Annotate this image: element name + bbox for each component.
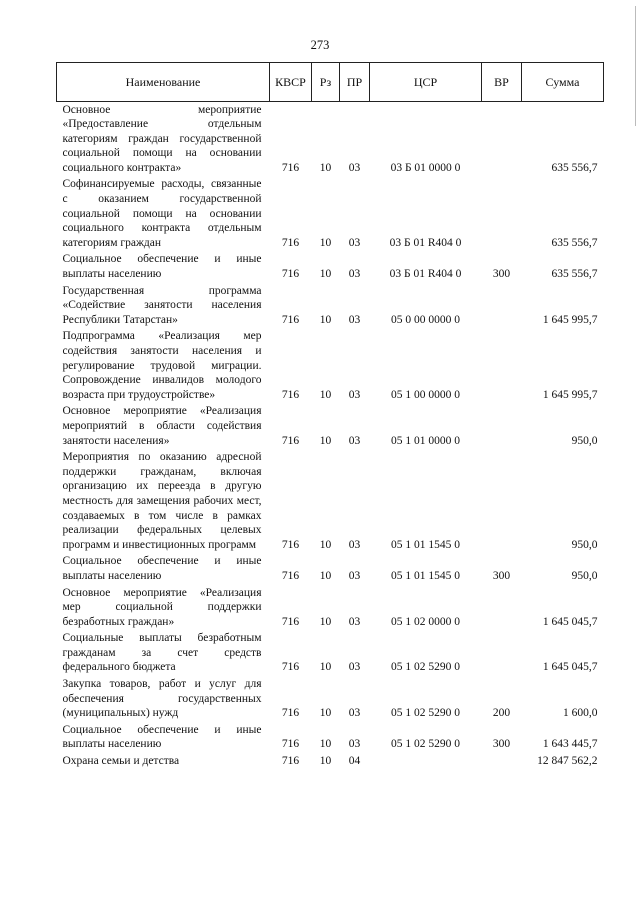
row-csr: 05 1 02 0000 0 — [391, 615, 460, 628]
row-csr: 05 1 00 0000 0 — [391, 388, 460, 401]
row-pr: 03 — [348, 388, 361, 401]
scan-edge-line — [635, 6, 636, 126]
table-header-row — [57, 63, 604, 102]
row-sum: 950,0 — [571, 538, 598, 551]
table-row — [57, 177, 604, 252]
table-row — [57, 754, 604, 771]
row-vr: 300 — [492, 569, 511, 582]
row-csr: 05 1 01 0000 0 — [391, 434, 460, 447]
row-pr: 03 — [348, 236, 361, 249]
row-name: Основное мероприятие «Реализация мер социальной поддержки безработных граждан» — [62, 586, 262, 628]
row-name: Социальные выплаты безработным гражданам за счет средств федерального бюджета — [62, 632, 262, 674]
row-rz: 10 — [319, 661, 332, 674]
table-row — [57, 252, 604, 283]
row-vr: 300 — [492, 738, 511, 751]
table-row — [57, 631, 604, 677]
row-rz: 10 — [319, 388, 332, 401]
row-name: Мероприятия по оказанию адресной поддержки гражданам, включая организацию их переезда в другую местность для замещения рабочих мест, создаваемых в том числе в рамках реализации федеральных целевых программ и инвестиционных программ — [62, 451, 262, 551]
row-sum: 635 556,7 — [551, 161, 598, 174]
table-row — [57, 722, 604, 753]
row-pr: 03 — [348, 661, 361, 674]
row-name: Социальное обеспечение и иные выплаты населению — [62, 555, 262, 582]
header-pr: ПР — [340, 63, 370, 102]
row-vr — [482, 404, 522, 450]
row-name: Основное мероприятие «Предоставление отдельным категориям граждан государственной социальной помощи на основании социального контракта» — [62, 103, 262, 174]
row-pr: 03 — [348, 615, 361, 628]
row-csr: 03 Б 01 R404 0 — [389, 268, 462, 281]
row-vr: 200 — [492, 707, 511, 720]
row-name: Социальное обеспечение и иные выплаты населению — [62, 253, 262, 281]
table-row — [57, 404, 604, 450]
row-rz: 10 — [319, 615, 332, 628]
row-rz: 10 — [319, 313, 332, 326]
row-sum: 1 600,0 — [563, 707, 598, 720]
row-kvsr: 716 — [281, 738, 300, 751]
row-name: Социальное обеспечение и иные выплаты населению — [62, 723, 262, 751]
row-vr — [482, 450, 522, 554]
header-kvsr: КВСР — [270, 63, 312, 102]
row-name: Подпрограмма «Реализация мер содействия занятости населения и регулирование трудовой миграции. Сопровождение инвалидов молодого возраста при трудоустройстве» — [62, 330, 262, 401]
row-kvsr: 716 — [281, 236, 300, 249]
row-rz: 10 — [319, 538, 332, 551]
row-vr — [482, 283, 522, 329]
row-vr — [482, 102, 522, 177]
row-kvsr: 716 — [281, 615, 300, 628]
row-name: Закупка товаров, работ и услуг для обеспечения государственных (муниципальных) нужд — [62, 678, 262, 720]
row-sum: 1 645 045,7 — [542, 615, 598, 628]
row-vr: 300 — [492, 268, 511, 281]
row-kvsr: 716 — [281, 755, 300, 768]
row-name: Основное мероприятие «Реализация мероприятий в области содействия занятости населения» — [62, 405, 262, 447]
row-pr: 03 — [348, 268, 361, 281]
row-sum: 1 645 995,7 — [542, 313, 598, 326]
row-csr: 03 Б 01 0000 0 — [390, 161, 461, 174]
row-kvsr: 716 — [281, 268, 300, 281]
row-vr — [482, 754, 522, 771]
row-sum: 1 643 445,7 — [542, 738, 598, 751]
row-rz: 10 — [319, 707, 332, 720]
row-csr: 03 Б 01 R404 0 — [389, 236, 462, 249]
row-sum: 635 556,7 — [551, 236, 598, 249]
row-rz: 10 — [319, 161, 332, 174]
row-rz: 10 — [319, 268, 332, 281]
row-rz: 10 — [319, 755, 332, 768]
page-number: 273 — [310, 38, 330, 52]
row-csr: 05 1 02 5290 0 — [391, 707, 460, 720]
row-csr: 05 1 02 5290 0 — [391, 738, 460, 751]
table-row — [57, 283, 604, 329]
row-rz: 10 — [319, 236, 332, 249]
row-rz: 10 — [319, 434, 332, 447]
row-sum: 1 645 995,7 — [542, 388, 598, 401]
table-row — [57, 102, 604, 177]
row-pr: 03 — [348, 707, 361, 720]
row-sum: 1 645 045,7 — [542, 661, 598, 674]
row-kvsr: 716 — [281, 313, 300, 326]
row-pr: 03 — [348, 738, 361, 751]
row-rz: 10 — [319, 738, 332, 751]
row-sum: 635 556,7 — [551, 268, 598, 281]
header-sum: Сумма — [522, 63, 604, 102]
row-pr: 03 — [348, 569, 361, 582]
row-vr — [482, 585, 522, 631]
table-row — [57, 450, 604, 554]
header-vr: ВР — [482, 63, 522, 102]
header-rz: Рз — [312, 63, 340, 102]
row-csr: 05 1 01 1545 0 — [391, 569, 460, 582]
row-name: Государственная программа «Содействие занятости населения Республики Татарстан» — [62, 284, 262, 326]
budget-table — [56, 62, 604, 770]
row-pr: 04 — [348, 755, 361, 768]
row-kvsr: 716 — [281, 434, 300, 447]
row-vr — [482, 329, 522, 404]
row-csr: 05 1 01 1545 0 — [391, 538, 460, 551]
row-csr: 05 1 02 5290 0 — [391, 661, 460, 674]
table-row — [57, 677, 604, 723]
table-row — [57, 329, 604, 404]
row-vr — [482, 631, 522, 677]
row-csr: 05 0 00 0000 0 — [391, 313, 460, 326]
header-name: Наименование — [57, 63, 270, 102]
row-kvsr: 716 — [281, 161, 300, 174]
row-kvsr: 716 — [281, 569, 300, 582]
row-pr: 03 — [348, 161, 361, 174]
row-kvsr: 716 — [281, 661, 300, 674]
row-kvsr: 716 — [281, 538, 300, 551]
row-rz: 10 — [319, 569, 332, 582]
row-pr: 03 — [348, 313, 361, 326]
row-pr: 03 — [348, 538, 361, 551]
row-kvsr: 716 — [281, 707, 300, 720]
row-kvsr: 716 — [281, 388, 300, 401]
row-sum: 12 847 562,2 — [537, 755, 598, 768]
row-sum: 950,0 — [571, 434, 598, 447]
header-csr: ЦСР — [370, 63, 482, 102]
row-name: Софинансируемые расходы, связанные с оказанием государственной социальной помощи на основании социального контракта отдельным категориям граждан — [62, 178, 262, 249]
row-sum: 950,0 — [571, 569, 598, 582]
table-row — [57, 585, 604, 631]
table-row — [57, 554, 604, 585]
row-csr — [370, 754, 482, 771]
row-pr: 03 — [348, 434, 361, 447]
row-name: Охрана семьи и детства — [62, 755, 180, 768]
row-vr — [482, 177, 522, 252]
